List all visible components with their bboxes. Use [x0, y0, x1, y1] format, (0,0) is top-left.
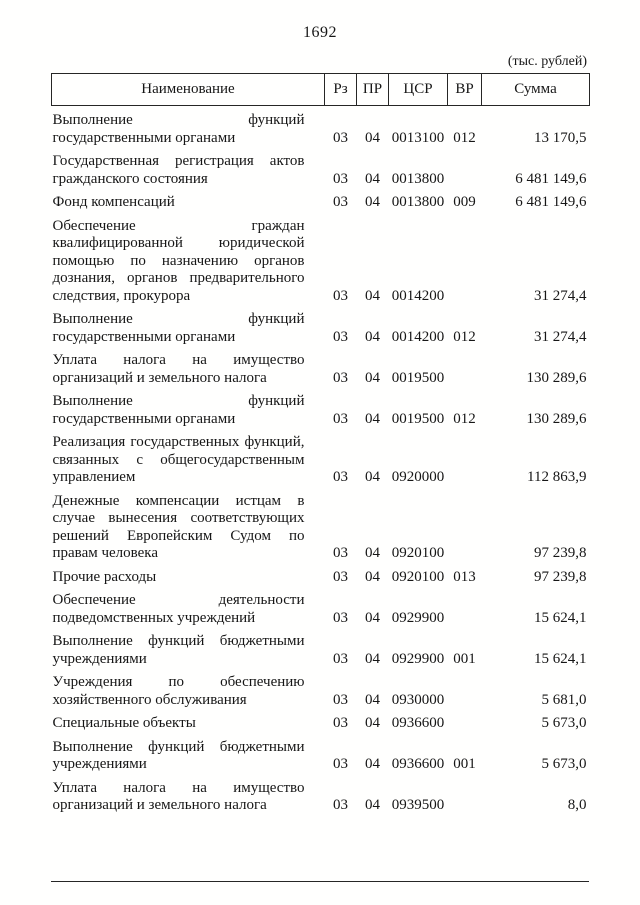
name-cell: Выполнение функций государственными органами — [52, 311, 305, 345]
sum-cell: 15 624,1 — [534, 650, 587, 667]
vr-cell: 009 — [453, 194, 476, 210]
pr-cell: 04 — [365, 650, 380, 667]
vr-cell: 013 — [453, 568, 476, 585]
sum-cell: 97 239,8 — [534, 545, 587, 561]
pr-cell: 04 — [365, 756, 380, 772]
table-row — [52, 305, 590, 346]
vr-cell: 012 — [453, 328, 476, 345]
rz-cell: 03 — [333, 129, 348, 146]
rz-cell: 03 — [333, 756, 348, 772]
table-header-row — [52, 74, 590, 106]
rz-cell: 03 — [333, 568, 348, 585]
csr-cell: 0019500 — [391, 369, 445, 386]
table-row — [52, 487, 590, 563]
table-row — [52, 709, 590, 733]
sum-cell: 31 274,4 — [534, 287, 587, 304]
csr-cell: 0920100 — [391, 545, 445, 561]
rz-cell: 03 — [333, 545, 348, 561]
name-cell: Выполнение функций бюджетными учреждениями — [52, 633, 305, 667]
sum-cell: 5 673,0 — [541, 715, 587, 731]
csr-cell: 0014200 — [391, 287, 445, 304]
table-row — [52, 428, 590, 487]
csr-cell: 0936600 — [391, 715, 445, 731]
vr-cell — [448, 668, 482, 709]
csr-cell: 0014200 — [391, 328, 445, 345]
pr-cell: 04 — [365, 568, 380, 585]
sum-cell: 13 170,5 — [534, 129, 587, 146]
name-cell: Выполнение функций государственными органами — [52, 112, 305, 146]
name-cell: Реализация государственных функций, связанных с общегосударственным управлением — [52, 434, 305, 485]
table-row — [52, 733, 590, 774]
sum-cell: 5 681,0 — [541, 691, 587, 708]
rz-cell: 03 — [333, 170, 348, 187]
csr-cell: 0920000 — [391, 469, 445, 485]
csr-cell: 0929900 — [391, 650, 445, 667]
rz-cell: 03 — [333, 609, 348, 626]
column-header-csr: ЦСР — [389, 74, 448, 106]
csr-cell: 0013800 — [391, 170, 445, 187]
name-cell: Выполнение функций государственными органами — [52, 393, 305, 427]
vr-cell — [448, 709, 482, 733]
pr-cell: 04 — [365, 410, 380, 427]
rz-cell: 03 — [333, 650, 348, 667]
rz-cell: 03 — [333, 287, 348, 304]
name-cell: Обеспечение деятельности подведомственных учреждений — [52, 592, 305, 626]
column-header-sum: Сумма — [482, 74, 590, 106]
table-row — [52, 188, 590, 212]
name-cell: Обеспечение граждан квалифицированной юридической помощью по назначению органов дознания, органов предварительного следствия, прокурора — [52, 217, 305, 304]
sum-cell: 130 289,6 — [526, 410, 587, 427]
sum-cell: 15 624,1 — [534, 609, 587, 626]
sum-cell: 5 673,0 — [541, 756, 587, 772]
name-cell: Выполнение функций бюджетными учреждениями — [52, 738, 305, 772]
pr-cell: 04 — [365, 715, 380, 731]
table-row — [52, 212, 590, 306]
pr-cell: 04 — [365, 369, 380, 386]
column-header-vr: ВР — [448, 74, 482, 106]
column-header-pr: ПР — [357, 74, 389, 106]
table-row — [52, 627, 590, 668]
vr-cell: 012 — [453, 410, 476, 427]
pr-cell: 04 — [365, 194, 380, 210]
sum-cell: 6 481 149,6 — [515, 170, 587, 187]
sum-cell: 6 481 149,6 — [515, 194, 587, 210]
csr-cell: 0929900 — [391, 609, 445, 626]
column-header-name: Наименование — [52, 74, 325, 106]
name-cell: Фонд компенсаций — [52, 194, 175, 210]
pr-cell: 04 — [365, 328, 380, 345]
csr-cell: 0013100 — [391, 129, 445, 146]
name-cell: Денежные компенсации истцам в случае вынесения соответствующих решений Европейским Судом по правам человека — [52, 492, 305, 561]
pr-cell: 04 — [365, 609, 380, 626]
table-body — [52, 106, 590, 815]
csr-cell: 0930000 — [391, 691, 445, 708]
table-row — [52, 668, 590, 709]
pr-cell: 04 — [365, 797, 380, 813]
name-cell: Специальные объекты — [52, 715, 196, 731]
rz-cell: 03 — [333, 715, 348, 731]
table-row — [52, 147, 590, 188]
vr-cell: 001 — [453, 650, 476, 667]
vr-cell — [448, 346, 482, 387]
vr-cell — [448, 147, 482, 188]
csr-cell: 0019500 — [391, 410, 445, 427]
vr-cell — [448, 586, 482, 627]
table-row — [52, 346, 590, 387]
sum-cell: 97 239,8 — [534, 568, 587, 585]
vr-cell: 001 — [453, 756, 476, 772]
table-bottom-rule — [51, 881, 589, 882]
name-cell: Уплата налога на имущество организаций и земельного налога — [52, 352, 305, 386]
budget-table — [51, 73, 590, 815]
vr-cell — [448, 774, 482, 815]
csr-cell: 0936600 — [391, 756, 445, 772]
rz-cell: 03 — [333, 328, 348, 345]
pr-cell: 04 — [365, 545, 380, 561]
vr-cell — [448, 212, 482, 306]
name-cell: Прочие расходы — [52, 568, 157, 585]
csr-cell: 0013800 — [391, 194, 445, 210]
csr-cell: 0920100 — [391, 568, 445, 585]
column-header-rz: Рз — [325, 74, 357, 106]
rz-cell: 03 — [333, 691, 348, 708]
rz-cell: 03 — [333, 797, 348, 813]
sum-cell: 8,0 — [567, 797, 587, 813]
page-number: 1692 — [303, 24, 337, 41]
rz-cell: 03 — [333, 469, 348, 485]
pr-cell: 04 — [365, 287, 380, 304]
table-row — [52, 774, 590, 815]
rz-cell: 03 — [333, 410, 348, 427]
name-cell: Учреждения по обеспечению хозяйственного обслуживания — [52, 674, 305, 708]
csr-cell: 0939500 — [391, 797, 445, 813]
pr-cell: 04 — [365, 469, 380, 485]
table-row — [52, 563, 590, 587]
name-cell: Государственная регистрация актов гражданского состояния — [52, 153, 305, 187]
pr-cell: 04 — [365, 129, 380, 146]
vr-cell — [448, 487, 482, 563]
sum-cell: 112 863,9 — [527, 469, 587, 485]
table-row — [52, 387, 590, 428]
rz-cell: 03 — [333, 369, 348, 386]
pr-cell: 04 — [365, 691, 380, 708]
vr-cell: 012 — [453, 129, 476, 146]
table-row — [52, 586, 590, 627]
sum-cell: 31 274,4 — [534, 328, 587, 345]
table-row — [52, 106, 590, 148]
name-cell: Уплата налога на имущество организаций и земельного налога — [52, 779, 305, 813]
units-note: (тыс. рублей) — [507, 54, 587, 69]
sum-cell: 130 289,6 — [526, 369, 587, 386]
rz-cell: 03 — [333, 194, 348, 210]
vr-cell — [448, 428, 482, 487]
pr-cell: 04 — [365, 170, 380, 187]
